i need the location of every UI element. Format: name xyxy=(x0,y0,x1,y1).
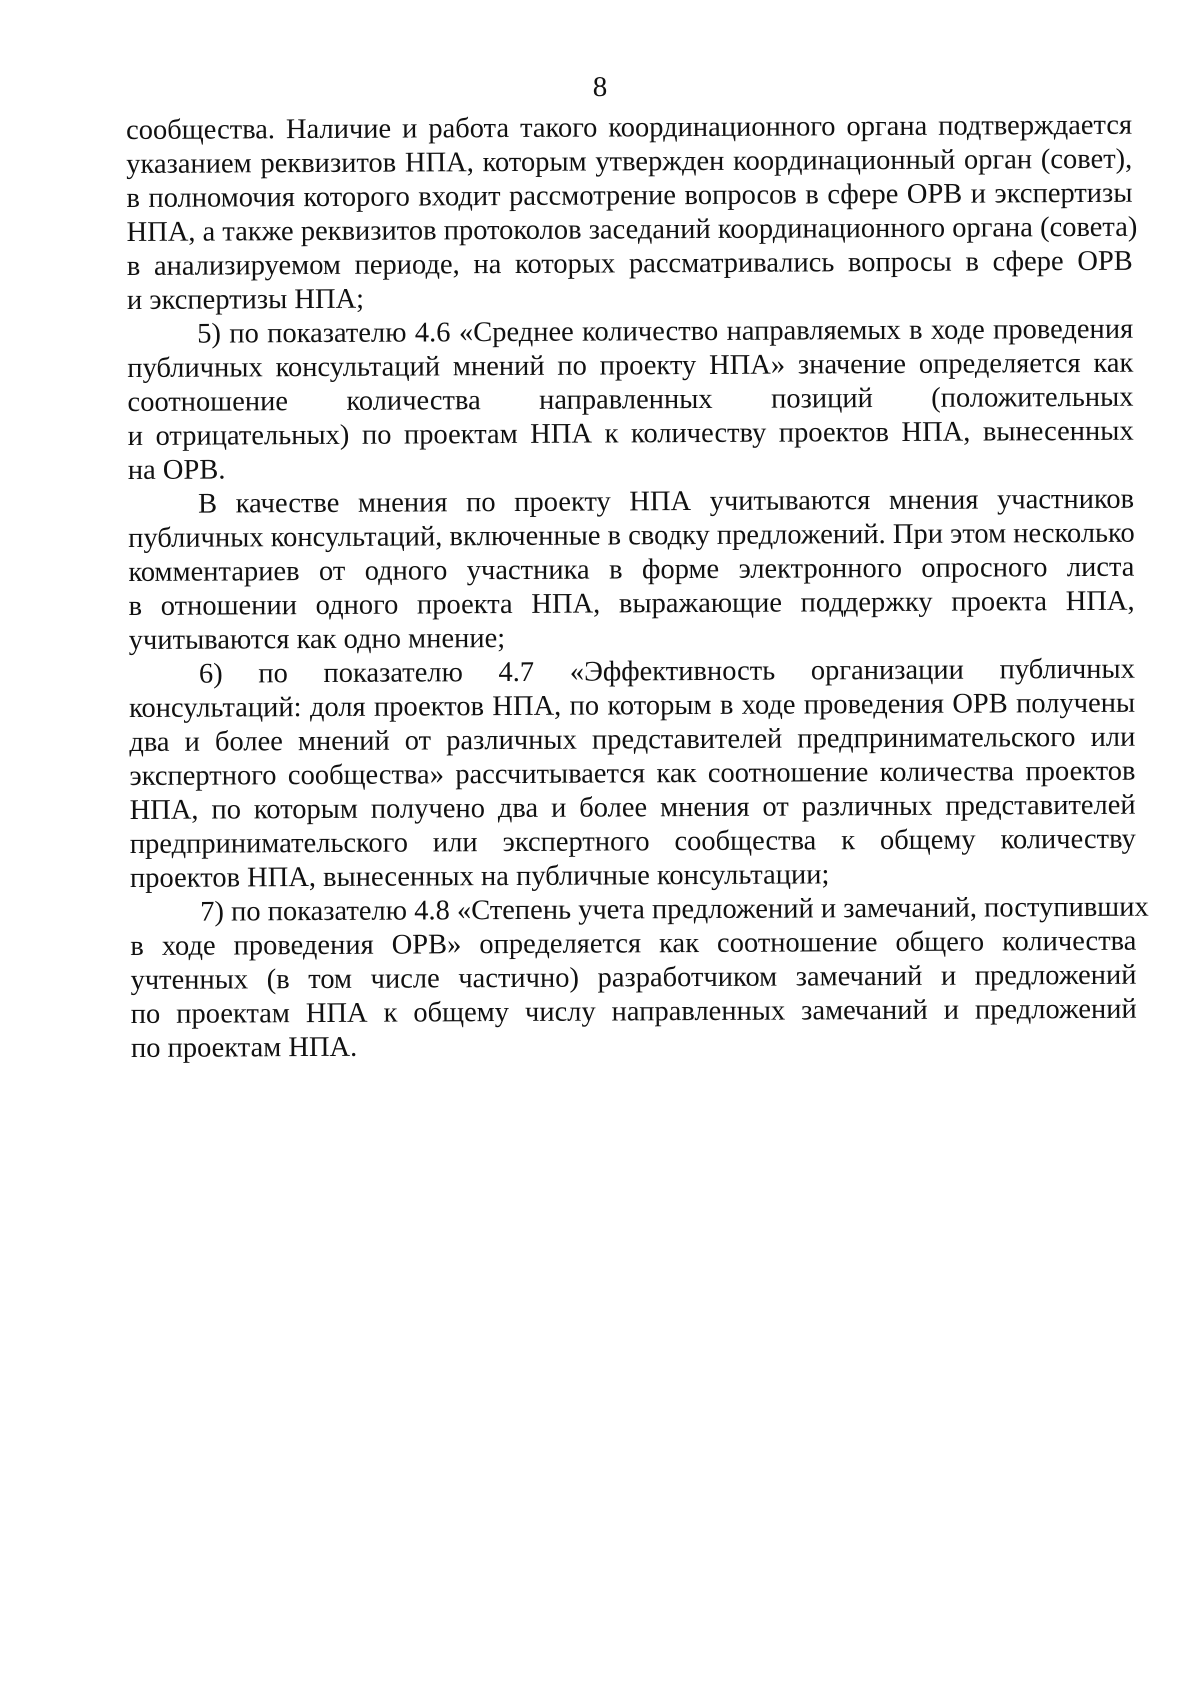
text-line: предпринимательского или экспертного сообщества к общему количеству xyxy=(129,823,1136,860)
text-line: указанием реквизитов НПА, которым утвержден координационный орган (совет), xyxy=(126,143,1133,180)
text-line: в отношении одного проекта НПА, выражающие поддержку проекта НПА, xyxy=(128,585,1135,622)
text-line: НПА, по которым получено два и более мнения от различных представителей xyxy=(129,789,1136,826)
text-line: проектов НПА, вынесенных на публичные консультации; xyxy=(129,859,830,894)
text-line: и экспертизы НПА; xyxy=(126,283,365,316)
text-line: учтенных (в том числе частично) разработчиком замечаний и предложений xyxy=(130,959,1137,996)
text-line: сообщества. Наличие и работа такого координационного органа подтверждается xyxy=(126,109,1133,146)
text-line: 7) по показателю 4.8 «Степень учета предложений и замечаний, поступивших xyxy=(200,891,1149,928)
text-line: в ходе проведения ОРВ» определяется как соотношение общего количества xyxy=(130,925,1137,962)
text-line: 6) по показателю 4.7 «Эффективность организации публичных xyxy=(198,653,1136,690)
text-line: по проектам НПА к общему числу направленных замечаний и предложений xyxy=(130,993,1137,1030)
text-line: в анализируемом периоде, на которых рассматривались вопросы в сфере ОРВ xyxy=(126,245,1133,282)
text-line: НПА, а также реквизитов протоколов заседаний координационного органа (совета) xyxy=(126,211,1138,248)
text-line: экспертного сообщества» рассчитывается как соотношение количества проектов xyxy=(129,755,1136,792)
page-number: 8 xyxy=(592,71,608,103)
text-line: два и более мнений от различных представителей предпринимательского или xyxy=(129,721,1136,758)
text-line: публичных консультаций мнений по проекту НПА» значение определяется как xyxy=(127,347,1134,384)
body-text xyxy=(126,109,1149,1066)
text-line: комментариев от одного участника в форме электронного опросного листа xyxy=(128,551,1135,588)
text-line: и отрицательных) по проектам НПА к количеству проектов НПА, вынесенных xyxy=(127,415,1134,452)
text-line: 5) по показателю 4.6 «Среднее количество направляемых в ходе проведения xyxy=(197,313,1134,350)
text-line: консультаций: доля проектов НПА, по которым в ходе проведения ОРВ получены xyxy=(129,687,1136,724)
text-line: В качестве мнения по проекту НПА учитываются мнения участников xyxy=(197,483,1135,520)
text-line: в полномочия которого входит рассмотрение вопросов в сфере ОРВ и экспертизы xyxy=(126,177,1133,214)
text-line: по проектам НПА. xyxy=(130,1031,358,1064)
text-line: публичных консультаций, включенные в сводку предложений. При этом несколько xyxy=(128,517,1135,554)
text-line: на ОРВ. xyxy=(127,454,226,486)
text-line: учитываются как одно мнение; xyxy=(128,623,506,656)
text-line: соотношение количества направленных позиций (положительных xyxy=(127,381,1134,418)
